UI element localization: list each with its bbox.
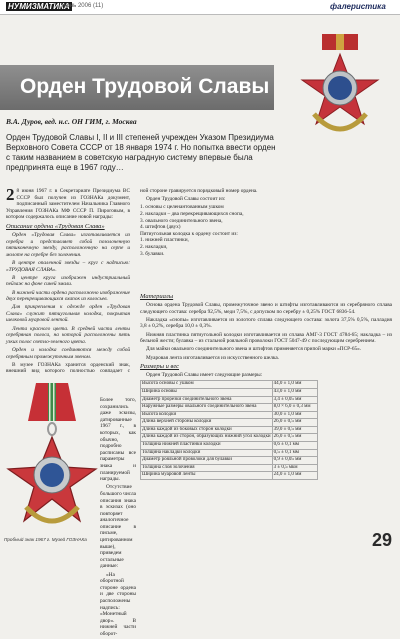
materials-heading: Материалы bbox=[140, 293, 174, 300]
text-paragraph: Основа ордена Трудовой Славы, промежуточное звено и штифты изготавливаются из серебряного сплава следующего состава: серебра 92,5%, меди 7,5%, с допуском по серебру ± 0,25% ГОСТ 6836-54. bbox=[140, 302, 392, 315]
table-row: Ширина муаровой ленты 24,0 ± 1,0 мм bbox=[141, 472, 318, 480]
text-paragraph: ной стороне гравируется порядковый номер ордена. bbox=[140, 188, 258, 194]
order-photo bbox=[6, 375, 98, 535]
text-paragraph: Орден Трудовой Славы имеет следующие размеры: bbox=[146, 372, 263, 379]
order-badge-image bbox=[292, 30, 388, 148]
text-paragraph: Отсутствие большого числа описания знака в эскизах (оно повторяет аналогичное описание в письме, цитированном выше), приведем остальные данные: bbox=[100, 484, 136, 570]
text-paragraph: В музее ГОЗНАКа хранится орденский знак, внешний вид которого полностью совпадает с bbox=[6, 361, 130, 375]
text-paragraph: В центре круга изображен индустриальный пейзаж на фоне синей эмали. bbox=[6, 274, 130, 288]
text-paragraph: Для прикрепления к одежде орден «Трудовая Слава» служит пятиугольная колодка, покрытая шелковой муаровой лентой. bbox=[6, 304, 130, 324]
article-title: Орден Трудовой Славы bbox=[20, 75, 270, 98]
table-row: Высота колодки 30,0 ± 1,0 мм bbox=[141, 411, 318, 419]
list-item: 1. нижней пластинки, bbox=[140, 237, 189, 244]
list-item: 2. накладки, bbox=[140, 243, 168, 250]
issue-info: июнь 2006 (11) bbox=[62, 3, 104, 9]
text-paragraph: Нижняя пластинка пятиугольной колодки изготавливается из сплава АМГ-3 ГОСТ 4784-65; накладка – из бельной жести; булавка – из стальной рояльной проволоки ГОСТ 5047-49 с последующим серебрением. bbox=[140, 331, 392, 345]
list-item: 3. булавки. bbox=[140, 250, 165, 257]
table-row: Диаметр прорезки соединительного звена 3,4 ± 0,05 мм bbox=[141, 396, 318, 404]
table-row: Наружные размеры овального соединительного звена 8,0 × 6,0 ± 0,3 мм bbox=[141, 404, 318, 412]
text-paragraph: Муаровая лента изготавливается из искусственного шелка. bbox=[146, 354, 280, 361]
list-item: 3. овального соединительного звена, bbox=[140, 217, 223, 224]
text-paragraph: Орден и колодка соединяются между собой серебряным промежуточным звеном. bbox=[6, 347, 130, 360]
rubric-label: фалеристика bbox=[330, 2, 386, 11]
table-row: Ширина основы 43,0 ± 1,0 мм bbox=[141, 388, 318, 396]
column-2-top bbox=[140, 188, 258, 257]
text-paragraph: В центре опаленной звезды – круг с надписью: «ТРУДОВАЯ СЛАВА». bbox=[6, 259, 130, 273]
dimensions-table bbox=[140, 380, 318, 480]
author-line: В.А. Дуров, вед. н.с. ОН ГИМ, г. Москва bbox=[6, 117, 137, 126]
text-paragraph: Орден «Трудовая Слава» изготавливается из серебра и представляет собой позолоченную пятиконечную звезду, расположенную на серпе и молоте на серебре без золочения. bbox=[6, 231, 130, 258]
table-row: Длина каждой из боковых сторон колодки 39,0 ± 0,5 мм bbox=[141, 426, 318, 434]
text-paragraph: Лента красного цвета. В средней части ленты серебряная полоса, на которой расположены пять узких полос светло-зеленого цвета. bbox=[6, 325, 130, 345]
list-item: 2. накладки – два перекрещивающихся снопа, bbox=[140, 210, 244, 217]
table-row: Длина каждой из сторон, образующих нижний угол колодки 26,0 ± 0,5 мм bbox=[141, 434, 318, 442]
table-row: Диаметр рояльной проволоки для булавки 0,9 ± 0,05 мм bbox=[141, 457, 318, 465]
list-item: 1. основы с целенантованным ушком bbox=[140, 204, 224, 211]
table-row: Толщина накладки колодки 0,5 ± 0,1 мм bbox=[141, 449, 318, 457]
text-paragraph: Более того, сохранились даже эскизы, датированные 1967 г., в которых, как обычно, подробно расписаны все параметры знака и планируемой награды. bbox=[100, 397, 136, 483]
table-row: Длина верхней стороны колодки 26,0 ± 0,5 мм bbox=[141, 419, 318, 427]
description-heading: Описание ордена «Трудовая Слава» bbox=[6, 222, 105, 230]
column-3 bbox=[140, 291, 392, 480]
column-1-continued bbox=[100, 397, 136, 639]
intro-paragraph: 2 8 июня 1967 г. в Секретариате Президиума ВС СССР был получен из ГОЗНАКа документ, подписанный заместителем Начальника Главного Управления ГОЗНАКа МФ СССР П. Пироговым, в котором содержалось описание новой награды: bbox=[6, 185, 130, 221]
top-header-bar bbox=[0, 0, 400, 15]
table-row: Толщина нижней пластинки колодки 0,6 ± 0,1 мм bbox=[141, 442, 318, 450]
text-paragraph: Орден Трудовой Славы состоит из: bbox=[146, 196, 226, 203]
title-banner bbox=[0, 65, 274, 110]
photo-caption: Пробный знак 1967 г. Музей ГОЗНАКа bbox=[4, 537, 87, 542]
list-item: 4. штифтов (двух) bbox=[140, 224, 181, 231]
table-row: Толщина слоя золочения 3 ± 0,5 мкм bbox=[141, 464, 318, 472]
list-item: Пятиугольная колодка к ордену состоит из: bbox=[140, 230, 238, 237]
lead-paragraph: Орден Трудовой Славы I, II и III степеней учрежден Указом Президиума Верховного Совета СССР от 18 января 1974 г. Но попытка ввести орден с таким названием в советскую наградную систему впервые была предпринята еще в 1967 году… bbox=[6, 133, 276, 172]
text-paragraph: В нижней части ордена расположено изображение двух перекрещивающихся охапок из колосьев. bbox=[6, 289, 130, 303]
dimensions-heading: Размеры и вес bbox=[140, 363, 180, 371]
text-paragraph: Накладка «снопы» изготавливается из золотого сплава следующего состава: золота 37,5% 0,5%, палладия 3,8 ± 0,2%, серебра 10,0 ± 0,3%. bbox=[140, 316, 392, 330]
text-paragraph: «На оборотной стороне ордена и две стороны расположены надпись: «Монетный двор». В нижней части оборот- bbox=[100, 571, 136, 637]
column-1 bbox=[6, 185, 130, 383]
drop-cap: 2 bbox=[6, 185, 15, 204]
table-row: Высота основы с ушком 44,0 ± 1,0 мм bbox=[141, 381, 318, 389]
text-paragraph: Для майки овального соединительного звена и штифтов применяется припой марки «ПСР-65». bbox=[146, 346, 362, 353]
magazine-name: НУМИЗМАТИКА bbox=[8, 2, 70, 11]
page-number: 29 bbox=[372, 530, 393, 550]
